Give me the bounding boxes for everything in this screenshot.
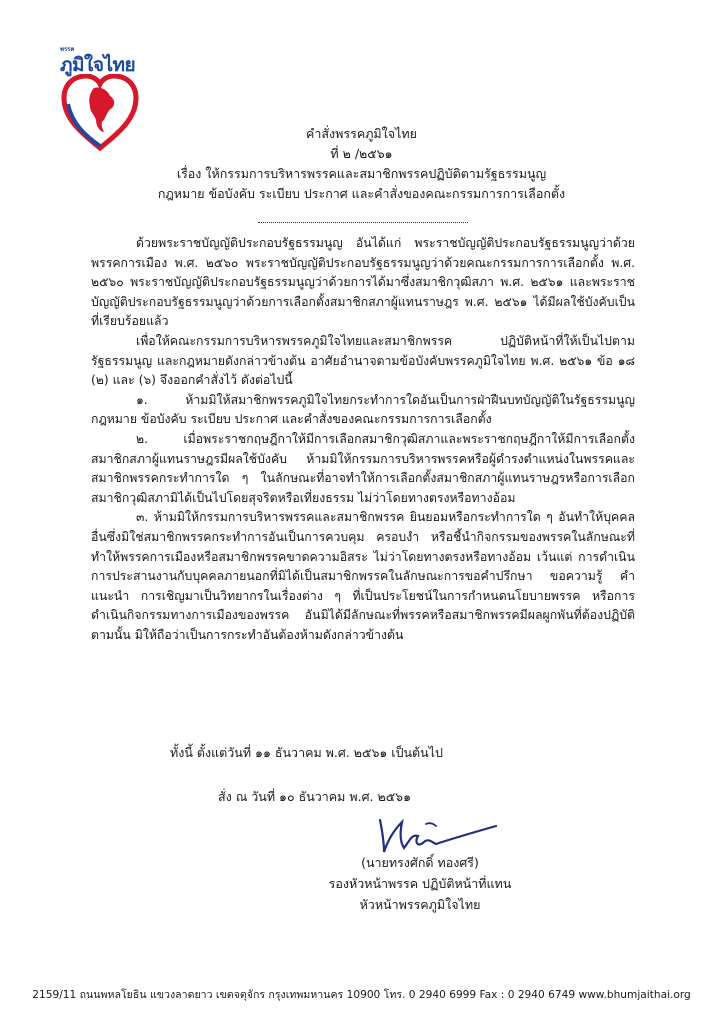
subject-line-2: กฎหมาย ข้อบังคับ ระเบียบ ประกาศ และคำสั่งของคณะกรรมการการเลือกตั้ง — [157, 186, 566, 201]
effective-date: ทั้งนี้ ตั้งแต่วันที่ ๑๑ ธันวาคม พ.ศ. ๒๕๖๑ เป็นต้นไป — [170, 745, 443, 760]
ordered-date: สั่ง ณ วันที่ ๑๐ ธันวาคม พ.ศ. ๒๕๖๑ — [218, 789, 412, 804]
footer-address: 2159/11 ถนนพหลโยธิน แขวงลาดยาว เขตจตุจักร กรุงเทพมหานคร 10900 โทร. 0 2940 6999 Fax : 0 2940 6749 www.bhumjaithai.org — [32, 989, 691, 1001]
dotted-divider — [258, 222, 468, 223]
signer-position: รองหัวหน้าพรรค ปฏิบัติหน้าที่แทน — [328, 876, 512, 891]
body-paragraph: เพื่อให้คณะกรรมการบริหารพรรคภูมิใจไทยและสมาชิกพรรค ปฏิบัติหน้าที่ให้เป็นไปตามรัฐธรรมนูญ และกฎหมายดังกล่าวข้างต้น อาศัยอำนาจตามข้อบังคับพรรคภูมิใจไทย พ.ศ. ๒๕๖๑ ข้อ ๑๘ (๒) และ (๖) จึงออกคำสั่งไว้ ดังต่อไปนี้ — [91, 333, 635, 388]
document-title: คำสั่งพรรคภูมิใจไทย — [306, 126, 417, 141]
logo-party-name: ภูมิใจไทย — [60, 54, 136, 76]
document-header — [0, 124, 723, 204]
body-paragraph: ๓. ห้ามมิให้กรรมการบริหารพรรคและสมาชิกพรรค ยินยอมหรือกระทำการใด ๆ อันทำให้บุคคลอื่นซึ่งมิใช่สมาชิกพรรคกระทำการอันเป็นการควบคุม ครอบงำ หรือชี้นำกิจกรรมของพรรคในลักษณะที่ทำให้พรรคการเมืองหรือสมาชิกพรรคขาดความอิสระ ไม่ว่าโดยทางตรงหรือทางอ้อม เว้นแต่ การดำเนินการประสานงานกับบุคคลภายนอกที่มิได้เป็นสมาชิกพรรคในลักษณะการขอคำปรึกษา ขอความรู้ คำแนะนำ การเชิญมาเป็นวิทยากรในเรื่องต่าง ๆ ที่เป็นประโยชน์ในการกำหนดนโยบายพรรค หรือการดำเนินกิจกรรมทางการเมืองของพรรค อันมิได้มีลักษณะที่พรรคหรือสมาชิกพรรคมีผลผูกพันที่ต้องปฏิบัติตามนั้น มิให้ถือว่าเป็นการกระทำอันต้องห้ามดังกล่าวข้างต้น — [91, 510, 635, 642]
body-paragraph: ด้วยพระราชบัญญัติประกอบรัฐธรรมนูญ อันได้แก่ พระราชบัญญัติประกอบรัฐธรรมนูญว่าด้วยพรรคการเมือง พ.ศ. ๒๕๖๐ พระราชบัญญัติประกอบรัฐธรรมนูญว่าด้วยคณะกรรมการการเลือกตั้ง พ.ศ. ๒๕๖๐ พระราชบัญญัติประกอบรัฐธรรมนูญว่าด้วยการได้มาซึ่งสมาชิกวุฒิสภา พ.ศ. ๒๕๖๑ และพระราชบัญญัติประกอบรัฐธรรมนูญว่าด้วยการเลือกตั้งสมาชิกสภาผู้แทนราษฎร พ.ศ. ๒๕๖๑ ได้มีผลใช้บังคับเป็นที่เรียบร้อยแล้ว — [91, 236, 635, 329]
subject-line-1: เรื่อง ให้กรรมการบริหารพรรคและสมาชิกพรรคปฏิบัติตามรัฐธรรมนูญ — [176, 166, 547, 181]
signer-block — [300, 852, 540, 915]
document-body — [91, 234, 635, 645]
body-paragraph: ๑. ห้ามมิให้สมาชิกพรรคภูมิใจไทยกระทำการใดอันเป็นการฝ่าฝืนบทบัญญัติในรัฐธรรมนูญ กฎหมาย ข้อบังคับ ระเบียบ ประกาศ และคำสั่งของคณะกรรมการการเลือกตั้ง — [91, 392, 635, 427]
logo-party-label: พรรค — [60, 46, 75, 53]
body-paragraph: ๒. เมื่อพระราชกฤษฎีกาให้มีการเลือกสมาชิกวุฒิสภาและพระราชกฤษฎีกาให้มีการเลือกตั้งสมาชิกสภาผู้แทนราษฎรมีผลใช้บังคับ ห้ามมิให้กรรมการบริหารพรรคหรือผู้ดำรงตำแหน่งในพรรคและสมาชิกพรรคกระทำการใด ๆ ในลักษณะที่อาจทำให้การเลือกตั้งสมาชิกสภาผู้แทนราษฎรหรือการเลือกสมาชิกวุฒิสภามิได้เป็นไปโดยสุจริตหรือเที่ยงธรรม ไม่ว่าโดยทางตรงหรือทางอ้อม — [91, 431, 635, 505]
signer-position: หัวหน้าพรรคภูมิใจไทย — [359, 897, 481, 912]
document-number: ที่ ๒ /๒๕๖๑ — [330, 146, 393, 161]
signer-name: (นายทรงศักดิ์ ทองศรี) — [361, 855, 479, 870]
